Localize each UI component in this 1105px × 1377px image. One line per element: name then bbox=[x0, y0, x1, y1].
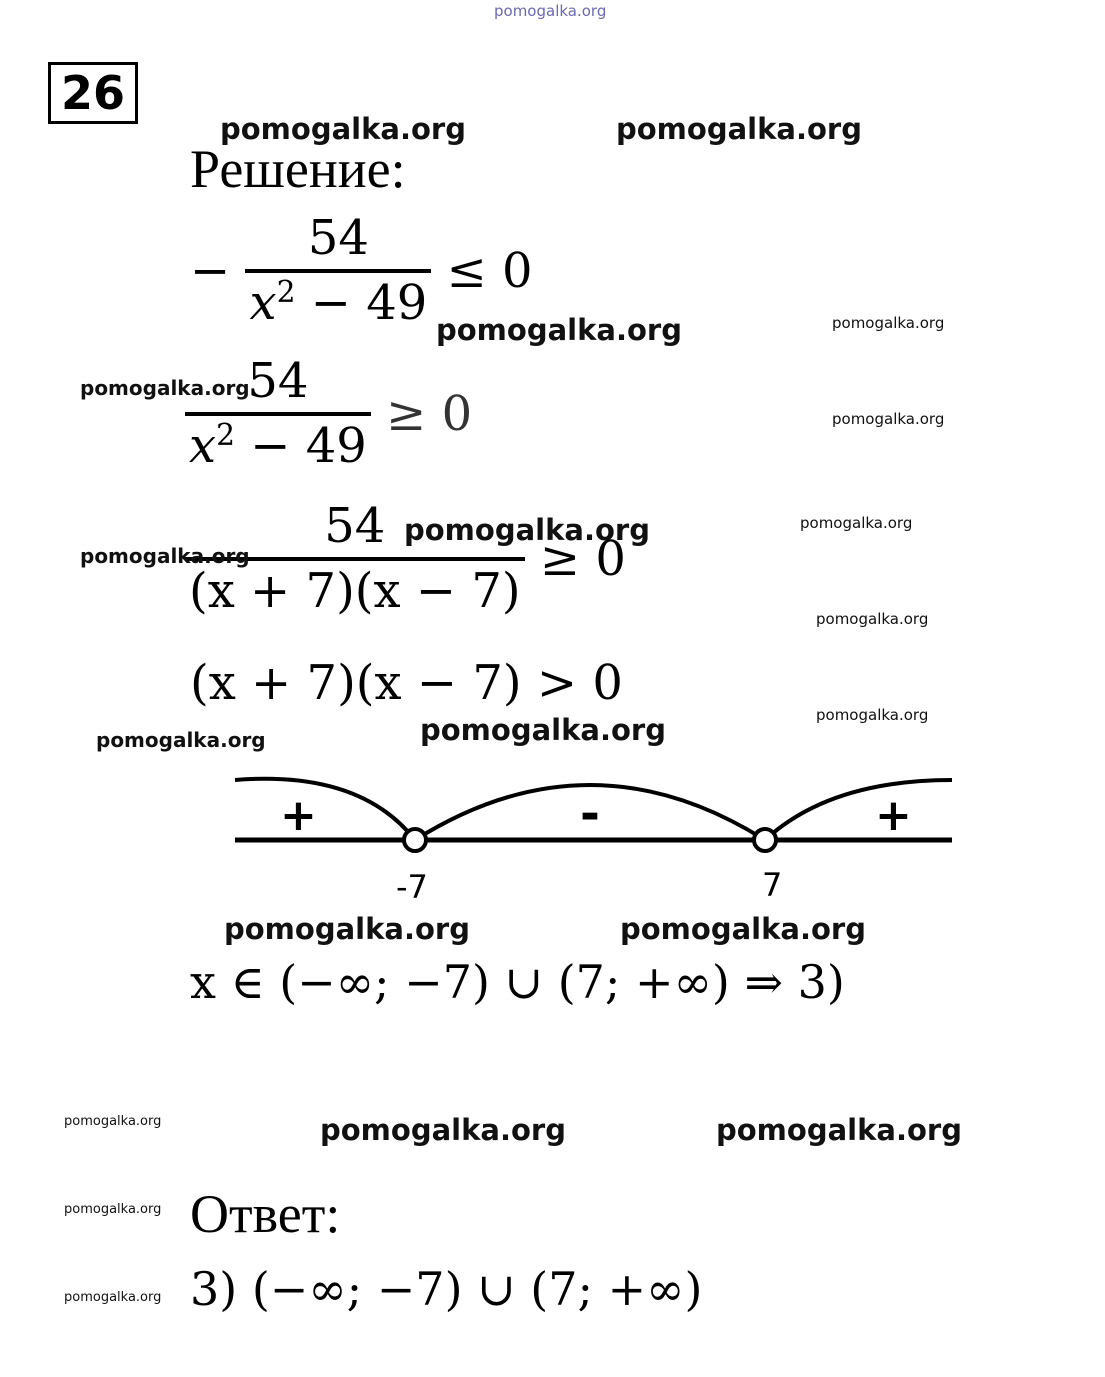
sign-left: + bbox=[280, 790, 317, 841]
result-line: x ∈ (−∞; −7) ∪ (7; +∞) ⇒ 3) bbox=[190, 955, 845, 1009]
step-2-fraction bbox=[185, 355, 371, 473]
step-3-relation: ≥ 0 bbox=[539, 530, 626, 587]
point-label-right: 7 bbox=[762, 866, 783, 904]
watermark: pomogalka.org bbox=[832, 314, 945, 332]
watermark: pomogalka.org bbox=[620, 912, 866, 946]
step-1-sign: − bbox=[190, 242, 231, 299]
step-1-fraction bbox=[245, 212, 431, 330]
step-3-denominator: (x + 7)(x − 7) bbox=[189, 562, 521, 619]
solution-heading: Решение: bbox=[190, 139, 406, 199]
step-1 bbox=[190, 212, 533, 330]
step-1-denominator: $x^2 - 49$ bbox=[249, 274, 428, 331]
watermark: pomogalka.org bbox=[832, 410, 945, 428]
open-point-right bbox=[754, 829, 776, 851]
sign-arc-left bbox=[235, 779, 415, 840]
answer-heading: Ответ: bbox=[190, 1184, 341, 1244]
watermark: pomogalka.org bbox=[436, 313, 682, 347]
watermark: pomogalka.org bbox=[64, 1202, 162, 1217]
point-label-left: -7 bbox=[396, 868, 428, 906]
watermark: pomogalka.org bbox=[224, 912, 470, 946]
watermark: pomogalka.org bbox=[616, 112, 862, 146]
watermark: pomogalka.org bbox=[96, 728, 266, 752]
sign-middle: - bbox=[580, 786, 600, 842]
step-4: (x + 7)(x − 7) > 0 bbox=[190, 655, 623, 711]
step-2-numerator: 54 bbox=[247, 353, 309, 409]
problem-number: 26 bbox=[48, 62, 138, 124]
step-2-denominator: $x^2 - 49$ bbox=[189, 417, 367, 474]
watermark: pomogalka.org bbox=[220, 112, 466, 146]
watermark-top: pomogalka.org bbox=[494, 2, 607, 20]
step-1-relation: ≤ 0 bbox=[446, 242, 533, 299]
step-1-numerator: 54 bbox=[307, 210, 369, 266]
watermark: pomogalka.org bbox=[716, 1113, 962, 1147]
fraction-bar bbox=[185, 412, 371, 416]
watermark: pomogalka.org bbox=[816, 706, 929, 724]
watermark: pomogalka.org bbox=[80, 376, 250, 400]
watermark: pomogalka.org bbox=[320, 1113, 566, 1147]
step-2 bbox=[185, 355, 472, 473]
number-line bbox=[230, 770, 960, 910]
watermark: pomogalka.org bbox=[800, 514, 913, 532]
watermark: pomogalka.org bbox=[80, 544, 250, 568]
watermark: pomogalka.org bbox=[64, 1114, 162, 1129]
watermark: pomogalka.org bbox=[816, 610, 929, 628]
fraction-bar bbox=[245, 269, 431, 273]
watermark: pomogalka.org bbox=[64, 1290, 162, 1305]
answer-value: 3) (−∞; −7) ∪ (7; +∞) bbox=[190, 1262, 703, 1316]
open-point-left bbox=[404, 829, 426, 851]
sign-arc-right bbox=[765, 780, 952, 840]
sign-right: + bbox=[875, 790, 912, 841]
step-2-relation: ≥ 0 bbox=[386, 385, 473, 442]
step-3-numerator: 54 bbox=[324, 498, 386, 554]
watermark: pomogalka.org bbox=[404, 513, 650, 547]
watermark: pomogalka.org bbox=[420, 713, 666, 747]
